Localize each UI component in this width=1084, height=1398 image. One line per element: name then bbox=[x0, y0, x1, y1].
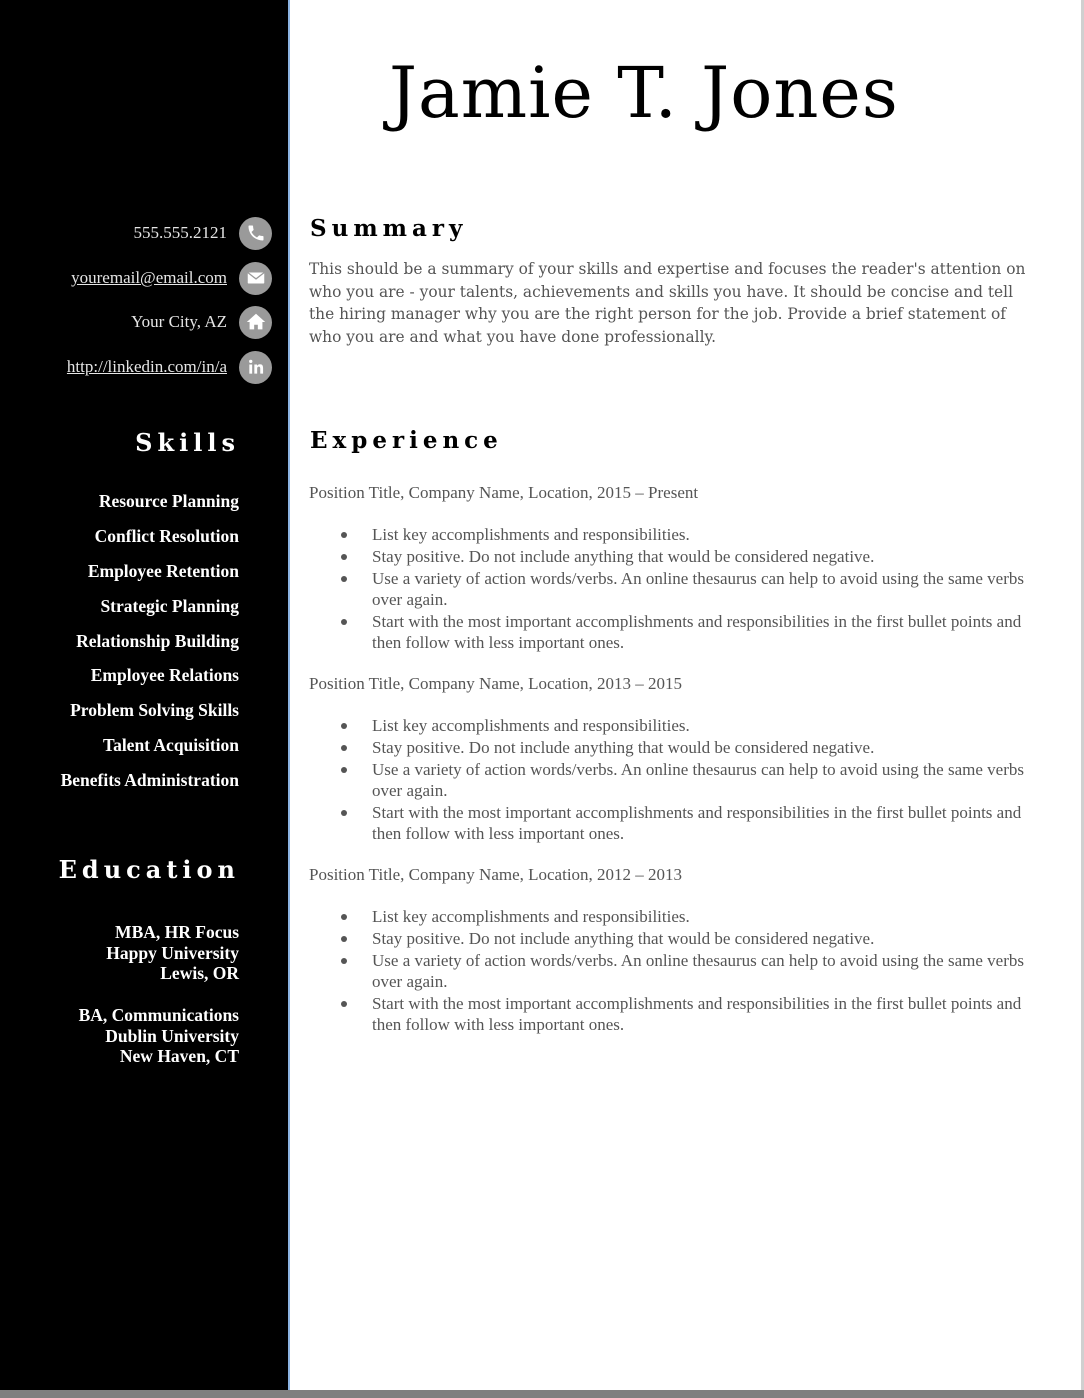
bullet-item bbox=[309, 993, 1039, 1035]
bullet-text: Use a variety of action words/verbs. An online thesaurus can help to avoid using the same verbs over again. bbox=[372, 760, 1024, 800]
skill-item: Conflict Resolution bbox=[94, 525, 239, 546]
bullet-item bbox=[309, 611, 1039, 653]
bullet-text: Use a variety of action words/verbs. An online thesaurus can help to avoid using the same verbs over again. bbox=[372, 569, 1024, 609]
bullet-dot bbox=[341, 958, 347, 964]
candidate-name: Jamie T. Jones bbox=[389, 52, 899, 134]
phone-icon bbox=[239, 217, 272, 250]
education-school: Happy University bbox=[106, 942, 239, 963]
bullet-text: Start with the most important accomplishments and responsibilities in the first bullet points and then follow with less important ones. bbox=[372, 803, 1022, 843]
skills-list bbox=[61, 488, 239, 802]
bullet-text: Start with the most important accomplishments and responsibilities in the first bullet points and then follow with less important ones. bbox=[372, 994, 1022, 1034]
contact-linkedin-row bbox=[67, 350, 272, 384]
contact-location-row bbox=[131, 305, 272, 339]
bullet-item bbox=[309, 928, 1039, 949]
linkedin-icon bbox=[239, 351, 272, 384]
home-icon bbox=[239, 306, 272, 339]
bullet-text: Stay positive. Do not include anything that would be considered negative. bbox=[372, 547, 875, 566]
skill-item: Benefits Administration bbox=[60, 770, 239, 791]
phone-text: 555.555.2121 bbox=[133, 223, 227, 242]
education-degree: MBA, HR Focus bbox=[115, 922, 239, 942]
skill-item: Talent Acquisition bbox=[103, 735, 239, 756]
bullet-item bbox=[309, 568, 1039, 610]
bullet-item bbox=[309, 802, 1039, 844]
job-entry bbox=[309, 865, 1039, 1036]
bullet-dot bbox=[341, 810, 347, 816]
skill-item: Employee Relations bbox=[90, 665, 239, 686]
job-entry bbox=[309, 674, 1039, 845]
experience-heading: Experience bbox=[310, 427, 503, 454]
education-entry bbox=[106, 922, 239, 984]
bullet-text: Use a variety of action words/verbs. An online thesaurus can help to avoid using the same verbs over again. bbox=[372, 951, 1024, 991]
bullet-dot bbox=[341, 1001, 347, 1007]
bullet-item bbox=[309, 906, 1039, 927]
job-bullets bbox=[309, 715, 1039, 844]
bullet-item bbox=[309, 546, 1039, 567]
bullet-dot bbox=[341, 532, 347, 538]
skill-item: Relationship Building bbox=[76, 630, 239, 651]
email-link[interactable]: youremail@email.com bbox=[71, 268, 227, 287]
contact-phone-row bbox=[134, 216, 273, 250]
bullet-item bbox=[309, 737, 1039, 758]
bullet-dot bbox=[341, 936, 347, 942]
job-bullets bbox=[309, 524, 1039, 653]
bullet-dot bbox=[341, 576, 347, 582]
contact-email-row bbox=[71, 261, 272, 295]
linkedin-link[interactable]: http://linkedin.com/in/a bbox=[66, 357, 227, 376]
bullet-dot bbox=[341, 767, 347, 773]
bullet-item bbox=[309, 524, 1039, 545]
summary-text: This should be a summary of your skills and expertise and focuses the reader's attention on who you are - your talents, achievements and skills you have. It should be concise and tell the hiring manager why you are the right person for the job. Provide a brief statement of who you are and what you have done professionally. bbox=[309, 260, 1026, 346]
sidebar bbox=[0, 0, 290, 1390]
bullet-item bbox=[309, 715, 1039, 736]
skill-item: Problem Solving Skills bbox=[70, 700, 239, 721]
bullet-dot bbox=[341, 745, 347, 751]
location-text: Your City, AZ bbox=[131, 312, 227, 331]
skill-item: Strategic Planning bbox=[100, 595, 239, 616]
job-title: Position Title, Company Name, Location, 2012 – 2013 bbox=[309, 865, 683, 884]
bullet-text: Stay positive. Do not include anything that would be considered negative. bbox=[372, 929, 875, 948]
bullet-item bbox=[309, 950, 1039, 992]
skill-item: Employee Retention bbox=[87, 560, 239, 581]
bullet-dot bbox=[341, 723, 347, 729]
education-heading: Education bbox=[58, 855, 240, 884]
education-location: Lewis, OR bbox=[160, 963, 239, 984]
job-entry bbox=[309, 483, 1039, 654]
skill-item: Resource Planning bbox=[98, 491, 239, 511]
bullet-dot bbox=[341, 554, 347, 560]
bullet-item bbox=[309, 759, 1039, 801]
bullet-text: List key accomplishments and responsibilities. bbox=[372, 907, 690, 926]
skills-heading: Skills bbox=[135, 428, 240, 457]
bullet-text: List key accomplishments and responsibilities. bbox=[372, 525, 690, 544]
education-location: New Haven, CT bbox=[119, 1046, 239, 1067]
bullet-text: Start with the most important accomplishments and responsibilities in the first bullet points and then follow with less important ones. bbox=[372, 612, 1022, 652]
summary-heading: Summary bbox=[310, 215, 468, 242]
bullet-dot bbox=[341, 619, 347, 625]
job-title: Position Title, Company Name, Location, 2015 – Present bbox=[309, 483, 699, 502]
education-degree: BA, Communications bbox=[78, 1005, 239, 1025]
bullet-text: Stay positive. Do not include anything that would be considered negative. bbox=[372, 738, 875, 757]
job-bullets bbox=[309, 906, 1039, 1035]
education-entry bbox=[79, 1005, 239, 1067]
job-title: Position Title, Company Name, Location, 2013 – 2015 bbox=[309, 674, 683, 693]
bullet-dot bbox=[341, 914, 347, 920]
education-school: Dublin University bbox=[105, 1025, 239, 1046]
email-icon bbox=[239, 262, 272, 295]
page-bottom-bar bbox=[0, 1390, 1084, 1398]
bullet-text: List key accomplishments and responsibilities. bbox=[372, 716, 690, 735]
